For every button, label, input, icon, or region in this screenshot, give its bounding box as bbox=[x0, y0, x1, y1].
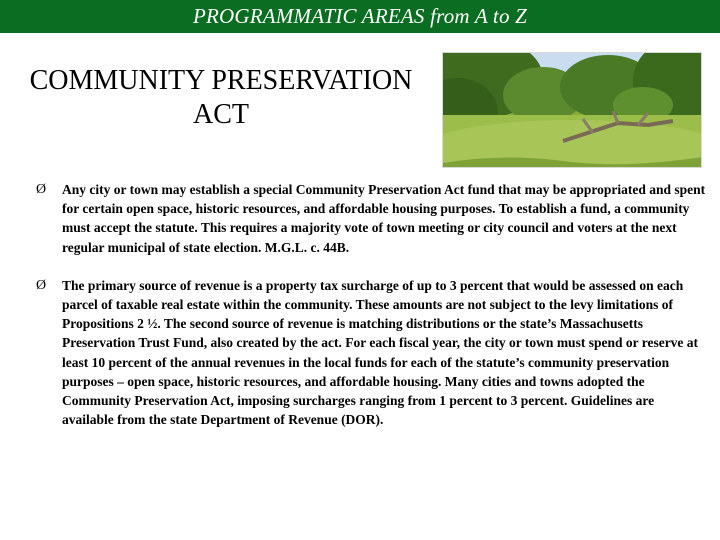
title-line-1: COMMUNITY PRESERVATION bbox=[29, 65, 413, 96]
title-line-2: ACT bbox=[193, 99, 249, 130]
bullet-item bbox=[36, 180, 708, 257]
bullet-arrow-icon: Ø bbox=[36, 277, 47, 293]
bullet-arrow-icon: Ø bbox=[36, 182, 47, 197]
meadow-photo-graphic bbox=[443, 53, 702, 168]
bullet-text: The primary source of revenue is a property tax surcharge of up to 3 percent that would be assessed on each parcel of taxable real estate within the community. These amounts are not subject to the levy limitations of Propositions 2 ½. The second source of revenue is matching distributions or the state’s Massachusetts Preservation Trust Fund, also created by the act. For each fiscal year, the city or town must spend or reserve at least 10 percent of the annual revenues in the local funds for each of the statute’s community preservation purposes – open space, historic resources, and affordable housing. Many cities and towns adopted the Community Preservation Act, imposing surcharges ranging from 1 percent to 3 percent. Guidelines are available from the state Department of Revenue (DOR). bbox=[62, 277, 699, 428]
bullet-item bbox=[36, 276, 708, 430]
bullet-text: Any city or town may establish a special Community Preservation Act fund that may be appropriated and spent for certain open space, historic resources, and affordable housing purposes. To establish a fund, a community must accept the statute. This requires a majority vote of town meeting or city council and voters at the next regular municipal of state election. M.G.L. c. 44B. bbox=[62, 182, 706, 255]
slide-title bbox=[10, 64, 432, 132]
meadow-photo bbox=[442, 52, 702, 168]
section-banner: PROGRAMMATIC AREAS from A to Z bbox=[0, 0, 720, 33]
bullet-list bbox=[36, 180, 708, 429]
